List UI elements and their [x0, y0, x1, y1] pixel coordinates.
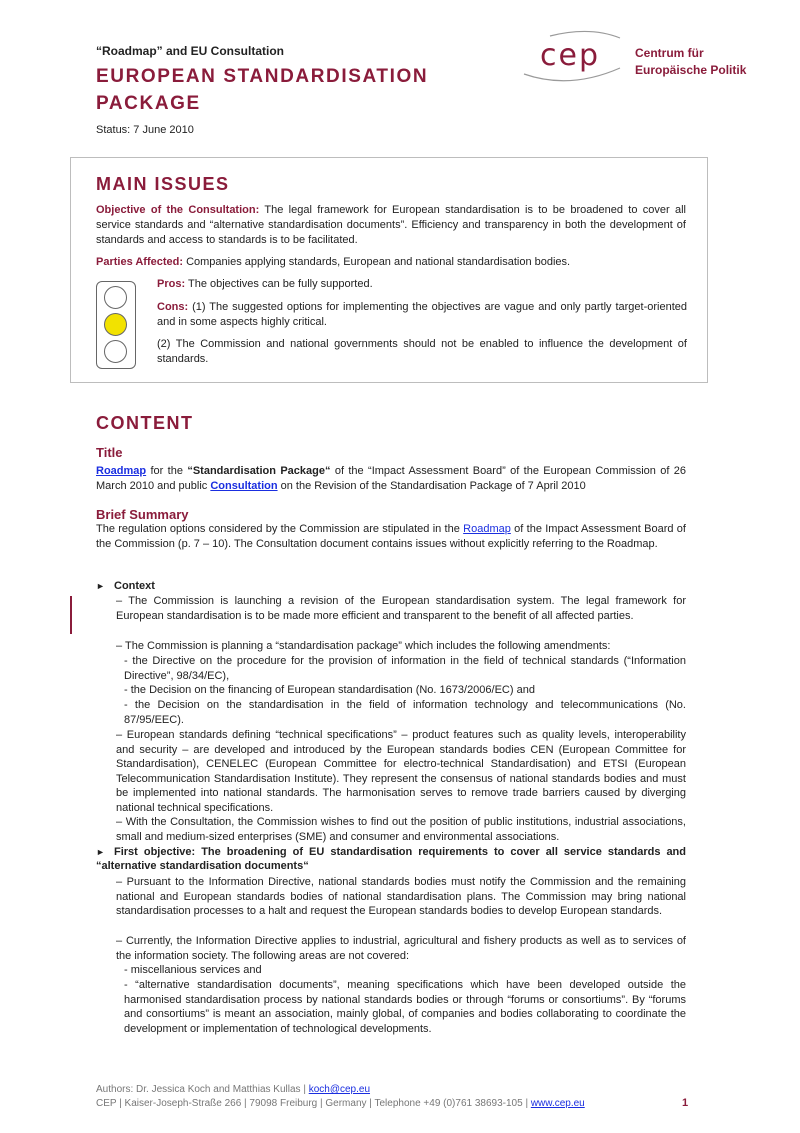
status-date: Status: 7 June 2010: [96, 124, 194, 136]
list-item-text: European standards defining “technical specifications” – product features such as quality levels, interoperability and security – are developed and introduced by the European standards bodies CEN (European Committee for Standardisation), CENELEC (European Committee for electro-technical Standardisation) and ETSI (European Telecommunication Standardisation Institute). They represent the consensus of national standards bodies and must be implemented into national standards. The harmonisation serves to remove trade barriers caused by diverging national technical specifications.: [116, 729, 686, 814]
context-heading: [96, 579, 155, 593]
footer-authors: [96, 1084, 370, 1095]
author-email-link[interactable]: koch@cep.eu: [308, 1084, 371, 1095]
title-text-3: on the Revision of the Standardisation Package of 7 April 2010: [277, 480, 586, 492]
pros-label: Pros:: [157, 278, 186, 290]
traffic-light-yellow-lamp: [104, 313, 127, 336]
cep-logo: cep: [540, 38, 600, 73]
roadmap-link[interactable]: Roadmap: [96, 465, 147, 477]
cons-label: Cons:: [157, 301, 189, 313]
title-bold: “Standardisation Package“: [187, 465, 331, 477]
context-heading-text: Context: [114, 580, 155, 592]
logo-line-2: Europäische Politik: [635, 63, 747, 77]
sub-list-item: - the Decision on the financing of European standardisation (No. 1673/2006/EC) and: [124, 684, 535, 696]
triangle-bullet-icon: ►: [96, 847, 105, 857]
list-item: – Pursuant to the Information Directive, national standards bodies must notify the Commission and the remaining national and European standards bodies of national standardisation plans. The Commission may bring national standardisation processes to a halt and request the European standards bodies to develop European standards.: [116, 876, 686, 917]
document-kicker: “Roadmap” and EU Consultation: [96, 44, 285, 58]
summary-text-1: The regulation options considered by the Commission are stipulated in the: [96, 523, 464, 535]
sub-list-item: - miscellanious services and: [124, 964, 262, 976]
sub-list-item-text: “alternative standardisation documents”, meaning specifications which have been developed outside the harmonised standardisation process by national standards bodies or through “forums or consortiums”. By “forums and consortiums” is meant an association, mainly global, of companies and bodies collaborating to coordinate the development or implementation of technological developments.: [124, 979, 686, 1035]
cons-paragraph: [157, 300, 687, 330]
footer-address-text: CEP | Kaiser-Joseph-Straße 266 | 79098 Freiburg | Germany | Telephone +49 (0)761 38693-105 |: [96, 1098, 531, 1109]
summary-roadmap-link[interactable]: Roadmap: [463, 523, 511, 535]
cep-logo-text: [635, 45, 746, 79]
list-item: – European standards defining “technical specifications” – product features such as quality levels, interoperability and security – are developed and introduced by the European standards bodies CEN (European Committee for Standardisation), CENELEC (European Committee for electro-technical Standardisation) and ETSI (European Telecommunication Standardisation Institute). They represent the consensus of national standards bodies and must be implemented into national standards. The harmonisation serves to remove trade barriers caused by diverging national technical specifications.: [116, 729, 686, 814]
summary-paragraph: [96, 522, 686, 552]
page-number: 1: [682, 1097, 689, 1109]
title-line-2: PACKAGE: [96, 93, 201, 114]
objective-label: Objective of the Consultation:: [96, 204, 260, 216]
first-objective-heading-text: First objective: The broadening of EU standardisation requirements to cover all service standards and “alternative standardisation documents“: [96, 846, 686, 872]
sub-list-item-text: the Directive on the procedure for the provision of information in the field of technical standards (“Information Directive”, 98/34/EC),: [124, 655, 686, 682]
title-heading: Title: [96, 445, 123, 460]
list-item-text: Pursuant to the Information Directive, national standards bodies must notify the Commission and the remaining national and European standards bodies of national standardisation plans. The Commission may bring national standardisation processes to a halt and request the European standards bodies to develop European standards.: [116, 876, 686, 917]
document-title: [96, 63, 428, 117]
footer-address: [96, 1098, 585, 1109]
list-item: – Currently, the Information Directive applies to industrial, agricultural and fishery products as well as to services of the information society. The following areas are not covered:: [116, 935, 686, 962]
title-line-1: EUROPEAN STANDARDISATION: [96, 66, 429, 87]
website-link[interactable]: www.cep.eu: [530, 1098, 585, 1109]
parties-paragraph: [96, 255, 686, 270]
list-item: – The Commission is launching a revision of the European standardisation system. The legal framework for European standardisation is to be made more efficient and transparent to the benefit of all affected parties.: [116, 595, 686, 622]
sub-list-item: - “alternative standardisation documents”, meaning specifications which have been developed outside the harmonised standardisation process by national standards bodies or through “forums or consortiums”. By “forums and consortiums” is meant an association, mainly global, of companies and bodies collaborating to coordinate the development or implementation of technological developments.: [124, 979, 686, 1035]
list-item-text: The Commission is launching a revision of the European standardisation system. The legal framework for European standardisation is to be made more efficient and transparent to the benefit of all affected parties.: [116, 595, 686, 622]
footer-authors-text: Authors: Dr. Jessica Koch and Matthias Kullas |: [96, 1084, 309, 1095]
objective-text: The legal framework for European standardisation is to be broadened to cover all service standards and “alternative standardisation documents”. Efficiency and transparency in both the development of standards and access to standards is to be facilitated.: [96, 204, 686, 246]
pros-text: The objectives can be fully supported.: [185, 278, 373, 290]
list-item-text: Currently, the Information Directive applies to industrial, agricultural and fishery products as well as to services of the information society. The following areas are not covered:: [116, 935, 686, 962]
first-objective-heading: [96, 845, 686, 873]
list-item-text: With the Consultation, the Commission wishes to find out the position of public institutions, industrial associations, small and medium-sized enterprises (SME) and consumer and environmental associations.: [116, 816, 686, 843]
sub-list-item-text: the Decision on the standardisation in the field of information technology and telecommunications (No. 87/95/EEC).: [124, 699, 686, 726]
title-text-2: of the “Impact Assessment Board” of the European Commission of 26 March 2010 and public: [96, 465, 687, 492]
cons-paragraph-2: (2) The Commission and national governments should not be enabled to influence the development of standards.: [157, 338, 687, 365]
pros-paragraph: [157, 277, 687, 292]
main-issues-heading: MAIN ISSUES: [96, 174, 230, 194]
logo-line-1: Centrum für: [635, 46, 704, 60]
sub-list-item: - the Decision on the standardisation in the field of information technology and telecommunications (No. 87/95/EEC).: [124, 699, 686, 726]
content-heading: CONTENT: [96, 413, 194, 433]
triangle-bullet-icon: ►: [96, 581, 105, 591]
list-item: – With the Consultation, the Commission wishes to find out the position of public institutions, industrial associations, small and medium-sized enterprises (SME) and consumer and environmental associations.: [116, 816, 686, 843]
parties-label: Parties Affected:: [96, 256, 184, 268]
sub-list-item-text: the Decision on the financing of European standardisation (No. 1673/2006/EC) and: [130, 684, 535, 696]
cons-text-1: (1) The suggested options for implementing the objectives are vague and only partly target-oriented and in some aspects highly critical.: [157, 301, 687, 328]
traffic-light-bottom-lamp: [104, 340, 127, 363]
parties-text: Companies applying standards, European and national standardisation bodies.: [183, 256, 571, 268]
sub-list-item: - the Directive on the procedure for the provision of information in the field of technical standards (“Information Directive”, 98/34/EC),: [124, 655, 686, 682]
objective-paragraph: [96, 203, 686, 248]
list-item-text: The Commission is planning a “standardisation package” which includes the following amendments:: [124, 640, 611, 652]
change-marker: [70, 596, 72, 634]
summary-text-2: of the Impact Assessment Board of the Commission (p. 7 – 10). The Consultation document contains issues without explicitly referring to the Roadmap.: [96, 523, 686, 550]
traffic-light-top-lamp: [104, 286, 127, 309]
consultation-link[interactable]: Consultation: [210, 480, 278, 492]
list-item: – The Commission is planning a “standardisation package” which includes the following amendments:: [116, 640, 611, 652]
title-text-1: for the: [146, 465, 188, 477]
brief-summary-heading: Brief Summary: [96, 507, 189, 522]
traffic-light-icon: [96, 281, 136, 369]
sub-list-item-text: miscellanious services and: [130, 964, 262, 976]
title-paragraph: [96, 464, 686, 494]
